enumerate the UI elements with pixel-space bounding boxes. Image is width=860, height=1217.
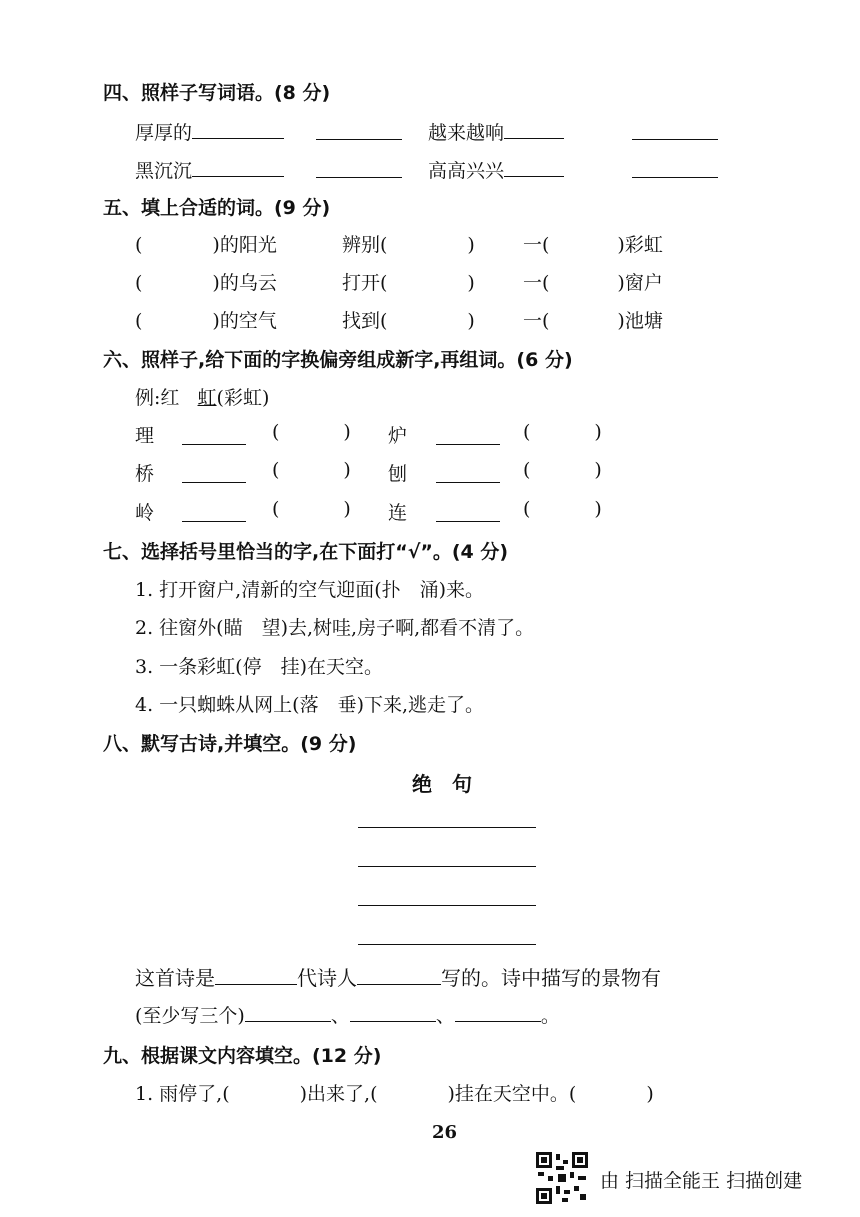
s6-row1-right: 炉 <box>388 425 408 447</box>
s9-question-1: 1. 雨停了,( )出来了,( )挂在天空中。( ) <box>135 1083 654 1105</box>
answer-blank[interactable] <box>182 444 246 445</box>
answer-blank[interactable] <box>436 444 500 445</box>
answer-blank[interactable] <box>436 482 500 483</box>
section-9-heading: 九、根据课文内容填空。(12 分) <box>103 1045 382 1067</box>
s6-row2-left: 桥 <box>135 463 155 485</box>
poem-line-blank[interactable] <box>358 866 536 867</box>
s7-item-1: 1. 打开窗户,清新的空气迎面(扑 涌)来。 <box>135 579 485 601</box>
s4-row1-left <box>135 118 284 145</box>
s4-row1-right <box>428 118 564 145</box>
answer-blank[interactable] <box>504 175 564 177</box>
section-7-heading: 七、选择括号里恰当的字,在下面打“√”。(4 分) <box>103 541 509 563</box>
s7-item-2: 2. 往窗外(瞄 望)去,树哇,房子啊,都看不清了。 <box>135 617 535 639</box>
qr-code-icon <box>536 1152 588 1204</box>
answer-blank[interactable] <box>504 137 564 139</box>
section-4-heading: 四、照样子写词语。(8 分) <box>103 82 331 104</box>
answer-blank[interactable] <box>632 139 718 140</box>
poem-line-blank[interactable] <box>358 944 536 945</box>
answer-blank[interactable] <box>632 177 718 178</box>
poem-title: 绝 句 <box>412 772 472 796</box>
s7-item-4: 4. 一只蜘蛛从网上(落 垂)下来,逃走了。 <box>135 694 485 716</box>
s4-row2-left <box>135 156 284 183</box>
answer-blank[interactable] <box>436 521 500 522</box>
s6-row3-left: 岭 <box>135 502 155 524</box>
dynasty-blank[interactable] <box>215 983 297 985</box>
answer-blank[interactable] <box>192 175 284 177</box>
answer-blank[interactable] <box>182 482 246 483</box>
scenery-blank[interactable] <box>350 1020 436 1022</box>
s6-example: 例:红 虹(彩虹) <box>135 387 270 409</box>
footer-caption: 由 扫描全能王 扫描创建 <box>600 1170 803 1192</box>
answer-blank[interactable] <box>182 521 246 522</box>
s5-row3: ( )的空气 <box>135 310 277 332</box>
page-number: 26 <box>432 1122 458 1143</box>
section-6-heading: 六、照样子,给下面的字换偏旁组成新字,再组词。(6 分) <box>103 349 573 371</box>
answer-blank[interactable] <box>192 137 284 139</box>
section-8-heading: 八、默写古诗,并填空。(9 分) <box>103 733 357 755</box>
answer-blank[interactable] <box>316 139 402 140</box>
poem-line-blank[interactable] <box>358 827 536 828</box>
s8-question-2: (至少写三个) 、 、 。 <box>135 1005 560 1027</box>
s8-question-1: 这首诗是 代诗人 写的。诗中描写的景物有 <box>135 966 661 990</box>
s4-word-houhoude: 厚厚的 <box>135 122 193 144</box>
s5-row2: ( )的乌云 <box>135 272 277 294</box>
poet-blank[interactable] <box>357 983 441 985</box>
s4-row2-right <box>428 156 564 183</box>
poem-line-blank[interactable] <box>358 905 536 906</box>
answer-blank[interactable] <box>316 177 402 178</box>
s4-word-gaogaoxingxing: 高高兴兴 <box>428 160 505 182</box>
s6-row3-right: 连 <box>388 502 408 524</box>
s5-row1: ( )的阳光 <box>135 234 277 256</box>
s6-row2-right: 刨 <box>388 463 408 485</box>
scenery-blank[interactable] <box>455 1020 541 1022</box>
scenery-blank[interactable] <box>245 1020 331 1022</box>
s4-word-yuelaiyuexiang: 越来越响 <box>428 122 505 144</box>
s6-row1-left: 理 <box>135 425 155 447</box>
s7-item-3: 3. 一条彩虹(停 挂)在天空。 <box>135 656 383 678</box>
section-5-heading: 五、填上合适的词。(9 分) <box>103 197 331 219</box>
s4-word-heichenchen: 黑沉沉 <box>135 160 193 182</box>
